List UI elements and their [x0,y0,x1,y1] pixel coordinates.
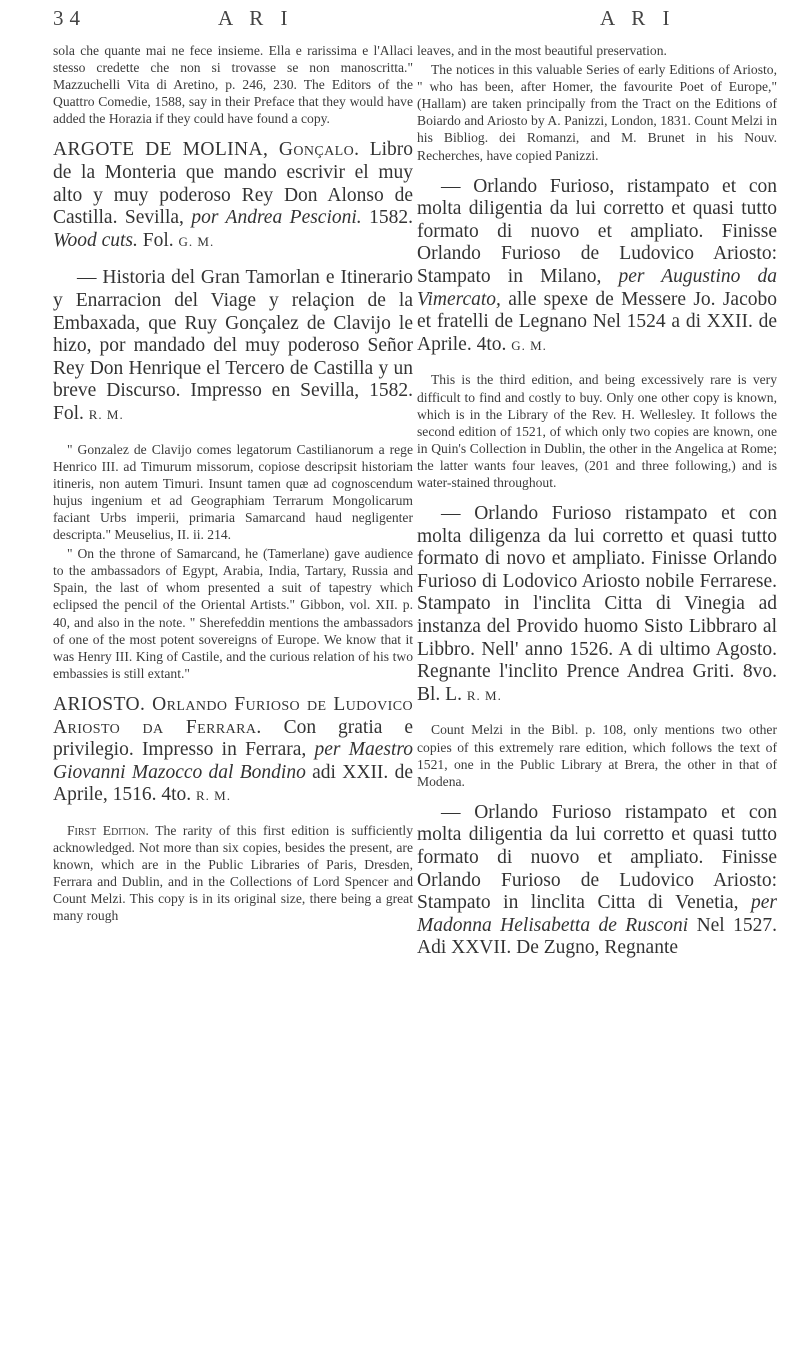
entry-orlando-1527 [417,802,777,960]
continued-text: sola che quante mai ne fece insieme. Ella e rarissima e l'Allaci stesso credette che non si trovasse se non manoscritta." Mazzuchelli Vita di Aretino, p. 246, 230. The Editors of the Quattro Comedie, 1588, say in their Preface that they would have added the Horazia if they could have found a copy. [53,43,413,127]
entry-orlando-1524 [417,176,777,358]
note-paragraph: " Gonzalez de Clavijo comes legatorum Castilianorum a rege Henrico III. ad Timurum missorum, copiose descripsit historiam itineris, non autem Timuri. Insunt tamen quæ ad cognoscendum hujus ingenium et ad Geographiam Terrarum Mongolicarum faciant Urbs imperii, primaria Samarcand haud negligenter descripta." Meuselius, II. ii. 214. [53,441,413,543]
printer-name: per Maestro Giovanni Mazocco dal Bondino [53,739,414,783]
page-number: 34 [53,6,86,30]
printer-name: per Madonna Helisabetta de Rusconi [417,892,777,936]
note-paragraph: The notices in this valuable Series of early Editions of Ariosto, " who has been, after Homer, the favourite Poet of Europe," (Hallam) are taken principally from the Tract on the Editions of Boiardo and Ariosto by A. Panizzi, London, 1831. Count Melzi in his Bibliog. dei Romanzi, and M. Brunet in his Nouv. Recherches, have copied Panizzi. [417,62,777,163]
entry-argote [53,139,413,253]
entry-heading: ARGOTE DE MOLINA, Gonçalo. [53,139,360,161]
note-paragraph: " On the throne of Samarcand, he (Tamerlane) gave audience to the ambassadors of Egypt, Arabia, India, Tartary, Russia and Spain, the last of whom presented a suit of tapestry which eclipsed the pencil of the Oriental Artists." Gibbon, vol. XII. p. 40, and also in the note. " Sherefeddin mentions the ambassadors of one of the most potent sovereigns of Europe. We know that it was Henry III. King of Castile, and the curious relation of his two embassies is still extant." [53,546,413,681]
provenance-mark: R. M. [466,687,502,703]
provenance-mark: G. M. [178,233,215,249]
continued-text: leaves, and in the most beautiful preservation. [417,43,667,58]
entry-date: adi XXII. de Aprile, 1516. 4to. [53,761,413,806]
first-edition-label: First Edition. [67,822,149,838]
running-head [0,6,800,36]
entry-heading: ARIOSTO. Orlando Furioso de Ludovico Ariosto da Ferrara. [53,693,413,738]
running-title-right: A R I [600,6,676,30]
note-paragraph: Count Melzi in the Bibl. p. 108, only mentions two other copies of this extremely rare edition, which follows the text of 1521, one in the Public Library at Brera, the other in that of Modena. [417,722,777,789]
provenance-mark: R. M. [88,407,124,422]
printer-name: per Augustino da Vimercato, [417,266,778,310]
provenance-mark: G. M. [511,337,547,353]
entry-title-text: — Orlando Furioso ristampato et con molta diligenza da lui corretto et quasi tutto formato di novo et ampliato. Finisse Orlando Furioso di Lodovico Ariosto nobile Ferrarese. Stampato in l'inclita Citta di Vinegia ad instanza del Provido huomo Sisto Libbraro al Libbro. Nell' anno 1526. A di ultimo Agosto. Regnante l'inclito Prence Andrea Griti. 8vo. Bl. L. [417,503,777,705]
entry-format: Fol. [142,229,174,251]
entry-ariosto [53,694,413,808]
provenance-mark: R. M. [195,788,231,804]
note-paragraph: This is the third edition, and being excessively rare is very difficult to find and costly to buy. Only one other copy is known, which is in the Library of the Rev. H. Wellesley. It follows the second edition of 1521, of which only two copies are known, one in Quin's Collection in Dublin, the other in the Angelica at Rome; the latter wants four leaves, (201 and three following,) and is water-stained throughout. [417,372,777,490]
entry-date: 1582. [369,207,413,229]
right-column [417,38,777,974]
entry-orlando-1526 [417,503,777,707]
entry-title-text: Con gratia e privilegio. Impresso in Ferrara, [53,716,414,761]
entry-historia [53,267,413,426]
woodcuts-note: Wood cuts. [53,229,138,251]
entry-title-text: — Historia del Gran Tamorlan e Itinerario y Enarracion del Viage y relaçion de la Embaxada, que Ruy Gonçalez de Clavijo le hizo, por mandado del muy poderoso Señor Rey Don Henrique el Tercero de Castilla y un breve Discurso. Impresso en Sevilla, 1582. Fol. [53,267,413,424]
left-column [53,38,413,936]
entry-imprint: alle spexe de Messere Jo. Jacobo et fratelli de Legnano Nel 1524 a di XXII. de Aprile. 4to. [417,288,777,355]
entry-imprint: Nel 1527. Adi XXVII. De Zugno, Regnante [417,914,778,959]
running-title-left: A R I [218,6,294,30]
printer-name: por Andrea Pescioni. [191,207,362,229]
entry-title-text: — Orlando Furioso ristampato et con molta diligentia da lui corretto et quasi tutto formato di nuovo et ampliato. Finisse Orlando Furioso de Ludovico Ariosto: Stampato in linclita Citta di Venetia, [417,801,777,914]
entry-title-text: Libro de la Monteria que mando escrivir el muy alto y muy poderoso Rey Don Alonso de Castilla. Sevilla, [53,139,414,229]
note-text: The rarity of this first edition is sufficiently acknowledged. Not more than six copies, besides the present, are known, which are in the Public Libraries of Paris, Dresden, Ferrara and Dublin, and in the Collections of Lord Spencer and Count Melzi. This copy is in its original size, there being a great many rough [53,822,413,924]
entry-title-text: — Orlando Furioso, ristampato et con molta diligentia da lui corretto et quasi tutto formato di nuovo et ampliato. Finisse Orlando Furioso de Ludovico Ariosto: Stampato in Milano, [417,175,777,288]
note-paragraph [53,822,413,925]
